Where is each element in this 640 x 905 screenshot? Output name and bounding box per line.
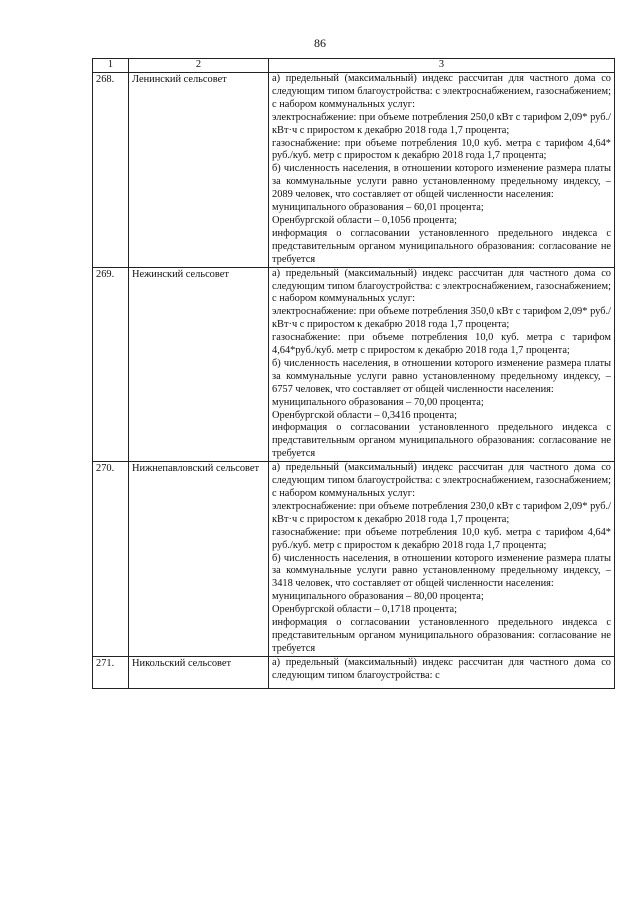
page-number: 86 xyxy=(314,36,326,50)
municipality-name: Нежинский сельсовет xyxy=(129,267,269,462)
table-row xyxy=(93,267,615,462)
table-row xyxy=(93,462,615,657)
table-row xyxy=(93,656,615,688)
row-description xyxy=(269,73,615,268)
description-line: а) предельный (максимальный) индекс рассчитан для частного дома со следующим типом благоустройства: с электроснабжением, газоснабжением; с набором коммунальных услуг: xyxy=(272,73,611,110)
municipality-name: Ленинский сельсовет xyxy=(129,73,269,268)
row-description xyxy=(269,656,615,688)
column-header-2: 2 xyxy=(129,59,269,73)
table-row xyxy=(93,73,615,268)
row-description xyxy=(269,462,615,657)
description-line: б) численность населения, в отношении которого изменение размера платы за коммунальные услуги равно установленному предельному индексу, – 2089 человек, что составляет от общей численности населения: xyxy=(272,163,611,201)
row-number: 269. xyxy=(93,267,129,462)
description-line: муниципального образования – 60,01 процента; xyxy=(272,202,484,214)
description-line: электроснабжение: при объеме потребления 230,0 кВт с тарифом 2,09* руб./кВт·ч с приростом к декабрю 2018 года 1,7 процента; xyxy=(272,500,611,525)
row-number: 268. xyxy=(93,73,129,268)
description-line: газоснабжение: при объеме потребления 10,0 куб. метра с тарифом 4,64*руб./куб. метр с приростом к декабрю 2018 года 1,7 процента; xyxy=(272,332,611,357)
municipality-name: Нижнепавловский сельсовет xyxy=(129,462,269,657)
row-number: 270. xyxy=(93,462,129,657)
description-line: б) численность населения, в отношении которого изменение размера платы за коммунальные услуги равно установленному предельному индексу, – 3418 человек, что составляет от общей численности населения: xyxy=(272,552,611,590)
municipality-name: Никольский сельсовет xyxy=(129,656,269,688)
column-header-1: 1 xyxy=(93,59,129,73)
description-line: газоснабжение: при объеме потребления 10,0 куб. метра с тарифом 4,64* руб./куб. метр с приростом к декабрю 2018 года 1,7 процента; xyxy=(272,137,611,162)
tariff-table xyxy=(92,58,615,689)
description-line: муниципального образования – 80,00 процента; xyxy=(272,591,484,603)
description-line: Оренбургской области – 0,1718 процента; xyxy=(272,604,458,616)
row-number: 271. xyxy=(93,656,129,688)
description-line: информация о согласовании установленного предельного индекса с представительным органом муниципального образования: согласование не требуется xyxy=(272,227,611,265)
description-line: газоснабжение: при объеме потребления 10,0 куб. метра с тарифом 4,64* руб./куб. метр с приростом к декабрю 2018 года 1,7 процента; xyxy=(272,526,611,551)
row-description xyxy=(269,267,615,462)
description-line: информация о согласовании установленного предельного индекса с представительным органом муниципального образования: согласование не требуется xyxy=(272,422,611,460)
description-line: а) предельный (максимальный) индекс рассчитан для частного дома со следующим типом благоустройства: с электроснабжением, газоснабжением; с набором коммунальных услуг: xyxy=(272,267,611,305)
description-line: электроснабжение: при объеме потребления 250,0 кВт с тарифом 2,09* руб./кВт·ч с приростом к декабрю 2018 года 1,7 процента; xyxy=(272,111,611,136)
description-line: б) численность населения, в отношении которого изменение размера платы за коммунальные услуги равно установленному предельному индексу, – 6757 человек, что составляет от общей численности населения: xyxy=(272,357,611,395)
description-line: Оренбургской области – 0,3416 процента; xyxy=(272,409,458,421)
description-line: Оренбургской области – 0,1056 процента; xyxy=(272,214,458,226)
description-line: а) предельный (максимальный) индекс рассчитан для частного дома со следующим типом благоустройства: с электроснабжением, газоснабжением; с набором коммунальных услуг: xyxy=(272,462,611,499)
description-line: информация о согласовании установленного предельного индекса с представительным органом муниципального образования: согласование не требуется xyxy=(272,617,611,654)
description-line: муниципального образования – 70,00 процента; xyxy=(272,396,484,408)
column-header-3: 3 xyxy=(269,59,615,73)
table-header-row xyxy=(93,59,615,73)
description-line: а) предельный (максимальный) индекс рассчитан для частного дома со следующим типом благоустройства: с xyxy=(272,656,611,681)
description-line: электроснабжение: при объеме потребления 350,0 кВт с тарифом 2,09* руб./кВт·ч с приростом к декабрю 2018 года 1,7 процента; xyxy=(272,306,611,331)
